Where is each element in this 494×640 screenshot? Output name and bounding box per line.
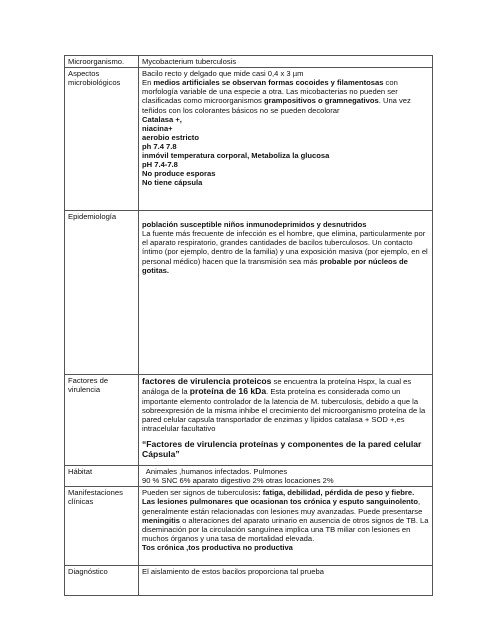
row-label: Factores de virulencia xyxy=(65,375,139,466)
row-content xyxy=(139,566,433,596)
row-diagnostico xyxy=(65,566,433,596)
row-content xyxy=(139,466,433,487)
text-line xyxy=(142,57,429,66)
text-line xyxy=(142,376,429,433)
row-label: Microorganismo. xyxy=(65,56,139,68)
text-line: El aislamiento de estos bacilos proporciona tal prueba xyxy=(142,567,324,577)
text-line: 90 % SNC 6% aparato digestivo 2% otras locaciones 2% xyxy=(142,476,334,486)
text-line xyxy=(142,229,429,275)
row-microorganismo xyxy=(65,56,433,68)
text-run-bold: meningitis xyxy=(142,515,180,525)
microorganism-table xyxy=(64,55,433,596)
row-manifestaciones xyxy=(65,487,433,566)
text-run: . Esta proteína es considerada como un importante elemento controlador de la latencia de M. tuberculosis, debido a que la sobreexpresión de la misma inhibe el crecimiento del microorganismo proteína de la pared celular capsula transportador de enzimas y lípidos catalasa + SOD +,es intracelular facultativo xyxy=(142,387,426,434)
row-content xyxy=(139,375,433,466)
text-line xyxy=(142,488,429,543)
row-content xyxy=(139,68,433,211)
row-label: Hábitat xyxy=(65,466,139,487)
row-content xyxy=(139,487,433,566)
text-run: Pueden ser signos de tuberculosis xyxy=(142,488,259,498)
text-line: Animales ,humanos infectados. Pulmones xyxy=(142,467,288,477)
text-line: “Factores de virulencia proteínas y componentes de la pared celular Cápsula” xyxy=(142,439,422,460)
row-content xyxy=(139,56,433,68)
text-run-bold: factores de virulencia proteicos xyxy=(142,376,272,387)
row-factores xyxy=(65,375,433,466)
text-line: No tiene cápsula xyxy=(142,178,203,188)
text-line: Tos crónica ,tos productiva no productiva xyxy=(142,542,293,552)
text-run: En xyxy=(142,78,154,88)
row-label: Diagnóstico xyxy=(65,566,139,596)
text-run-bold: : fatiga, debilidad, pérdida de peso y fiebre. Las lesiones pulmonares que ocasionan tos crónica y esputo sanguinolento xyxy=(142,488,418,507)
row-label: Manifestaciones clínicas xyxy=(65,487,139,566)
row-label: Epidemiología xyxy=(65,211,139,375)
row-aspectos xyxy=(65,68,433,211)
text-run: con morfología variable de una especie a otra. Las micobacterias no pueden ser clasificadas como microorganismos xyxy=(142,78,398,106)
text-line xyxy=(142,69,429,78)
row-habitat xyxy=(65,466,433,487)
text-run: . Una vez teñidos con los colorantes básicos no se pueden decolorar xyxy=(142,96,411,115)
text-run: o alteraciones del aparato urinario en ausencia de otros signos de TB. La diseminación por la circulación sanguínea implica una TB miliar con lesiones en muchos órganos y una tasa de mortalidad elevada. xyxy=(142,515,429,543)
text-run: se encuentra la proteína Hspx, la cual es análoga de la xyxy=(142,377,412,397)
text-line: Catalasa +, xyxy=(142,114,182,124)
row-epidemiologia xyxy=(65,211,433,375)
text-line: aerobio estricto xyxy=(142,132,199,142)
text-run-bold: probable por núcleos de gotitas. xyxy=(142,256,408,275)
row-label: Aspectos microbiológicos xyxy=(65,68,139,211)
text-run: , generalmente están relacionadas con lesiones muy avanzadas. Puede presentarse xyxy=(142,497,423,516)
text-line: niacina+ xyxy=(142,123,173,133)
text-run: La fuente más frecuente de infección es el hombre, que elimina, particularmente por el aparato respiratorio, grandes cantidades de bacilos tuberculosos. Un contacto íntimo (por ejemplo, dentro de la familia) y una exposición masiva (por ejemplo, en el personal médico) hacen que la transmisión sea más xyxy=(142,229,428,266)
text-line: ph 7.4 7.8 xyxy=(142,141,177,151)
text-run: Mycobacterium tuberculosis xyxy=(142,57,237,66)
text-line: población susceptible niños inmunodeprimidos y desnutridos xyxy=(142,220,367,230)
text-run-bold: grampositivos o gramnegativos xyxy=(263,96,379,106)
text-line: No produce esporas xyxy=(142,169,216,179)
text-line: pH 7.4-7.8 xyxy=(142,160,178,170)
text-run-bold: medios artificiales se observan formas cocoides y filamentosas xyxy=(153,78,384,88)
text-run-bold: proteína de 16 kDa xyxy=(189,386,267,397)
spacer xyxy=(142,212,429,220)
row-content xyxy=(139,211,433,375)
text-line: inmóvil temperatura corporal, Metaboliza la glucosa xyxy=(142,151,330,161)
text-run: Bacilo recto y delgado que mide casi 0,4 x 3 µm xyxy=(142,69,304,79)
text-line xyxy=(142,78,429,114)
